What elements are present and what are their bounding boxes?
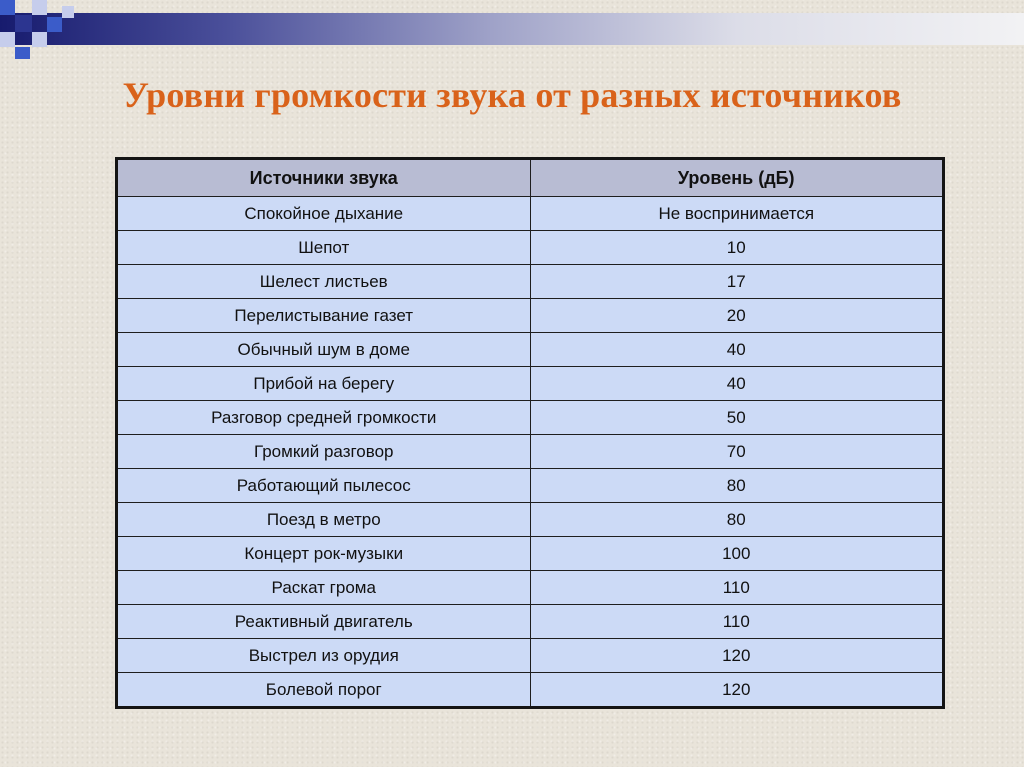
table-row (117, 401, 944, 435)
source-cell: Разговор средней громкости (117, 401, 531, 435)
level-cell: 70 (530, 435, 944, 469)
deco-square (0, 32, 15, 47)
source-cell: Спокойное дыхание (117, 197, 531, 231)
level-cell: 20 (530, 299, 944, 333)
level-cell: 40 (530, 333, 944, 367)
page-title: Уровни громкости звука от разных источников (122, 75, 902, 115)
source-cell: Раскат грома (117, 571, 531, 605)
level-cell: 120 (530, 639, 944, 673)
deco-square (47, 17, 62, 32)
table-row (117, 503, 944, 537)
deco-square (15, 47, 30, 59)
deco-square (32, 32, 47, 47)
column-header-source: Источники звука (117, 159, 531, 197)
source-cell: Работающий пылесос (117, 469, 531, 503)
table-row (117, 231, 944, 265)
sound-levels-table (115, 157, 945, 709)
level-cell: 120 (530, 673, 944, 708)
source-cell: Болевой порог (117, 673, 531, 708)
table-row (117, 673, 944, 708)
deco-square (32, 0, 47, 15)
table-row (117, 435, 944, 469)
source-cell: Шелест листьев (117, 265, 531, 299)
table-row (117, 605, 944, 639)
table-row (117, 639, 944, 673)
level-cell: 110 (530, 605, 944, 639)
source-cell: Выстрел из орудия (117, 639, 531, 673)
deco-square (15, 15, 32, 32)
source-cell: Перелистывание газет (117, 299, 531, 333)
level-cell: 17 (530, 265, 944, 299)
source-cell: Прибой на берегу (117, 367, 531, 401)
level-cell: 10 (530, 231, 944, 265)
table-row (117, 265, 944, 299)
deco-square (62, 6, 74, 18)
level-cell: 80 (530, 503, 944, 537)
level-cell: Не воспринимается (530, 197, 944, 231)
table-row (117, 367, 944, 401)
level-cell: 80 (530, 469, 944, 503)
level-cell: 50 (530, 401, 944, 435)
source-cell: Шепот (117, 231, 531, 265)
level-cell: 100 (530, 537, 944, 571)
source-cell: Обычный шум в доме (117, 333, 531, 367)
source-cell: Поезд в метро (117, 503, 531, 537)
column-header-level: Уровень (дБ) (530, 159, 944, 197)
table-row (117, 197, 944, 231)
table-row (117, 469, 944, 503)
table-row (117, 537, 944, 571)
table-row (117, 571, 944, 605)
deco-square (0, 0, 15, 15)
top-gradient-band (0, 13, 1024, 45)
table-row (117, 333, 944, 367)
level-cell: 110 (530, 571, 944, 605)
table-row (117, 299, 944, 333)
source-cell: Громкий разговор (117, 435, 531, 469)
level-cell: 40 (530, 367, 944, 401)
source-cell: Реактивный двигатель (117, 605, 531, 639)
table-header-row (117, 159, 944, 197)
source-cell: Концерт рок-музыки (117, 537, 531, 571)
